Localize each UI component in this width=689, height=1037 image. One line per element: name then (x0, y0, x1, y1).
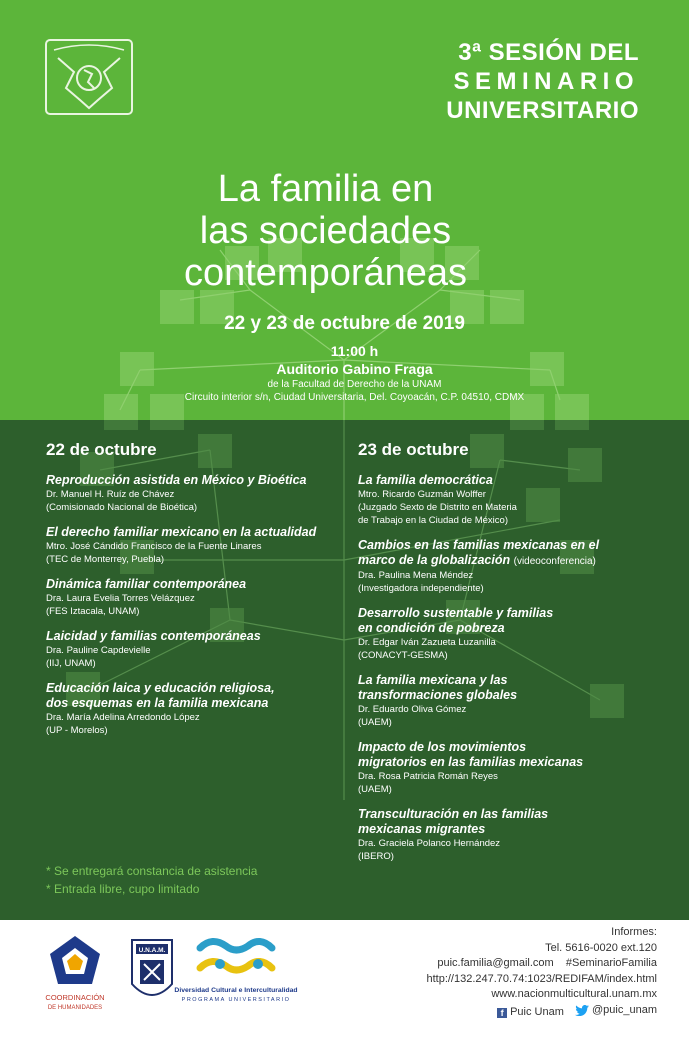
talk-speaker: Dra. Graciela Polanco Hernández (358, 838, 501, 849)
talk-title: La familia democrática (358, 473, 493, 487)
title-line-3: contemporáneas (183, 252, 468, 294)
talk-item (46, 525, 346, 566)
talk-item (46, 473, 346, 514)
info-email[interactable]: puic.familia@gmail.com (437, 957, 554, 969)
talk-item (46, 577, 346, 618)
talk-speaker: Dra. Laura Evelia Torres Velázquez (46, 593, 195, 604)
talk-speaker: Mtro. José Cándido Francisco de la Fuente Linares (46, 541, 262, 552)
venue-name: Auditorio Gabino Fraga (276, 361, 433, 377)
talk-item (46, 681, 346, 737)
talk-affiliation-line-2: de Trabajo en la Ciudad de México) (358, 515, 508, 526)
note-certificate: * Se entregará constancia de asistencia (46, 864, 258, 878)
talk-title-line-2: en condición de pobreza (358, 621, 505, 635)
talk-affiliation: (FES Iztacala, UNAM) (46, 606, 140, 617)
info-email-hashtag (426, 956, 657, 972)
title-line-2: las sociedades (199, 210, 452, 252)
info-hashtag: #SeminarioFamilia (565, 957, 657, 969)
day2-heading: 23 de octubre (358, 440, 469, 459)
info-heading: Informes: (611, 926, 657, 938)
talk-title-line-1: Transculturación en las familias (358, 807, 549, 821)
facebook-icon: f (497, 1008, 507, 1018)
talk-title-line-2: mexicanas migrantes (358, 822, 486, 836)
talk-affiliation: (Comisionado Nacional de Bioética) (46, 502, 198, 513)
talk-affiliation: (CONACYT-GESMA) (358, 650, 448, 661)
talk-affiliation: (Investigadora independiente) (358, 583, 484, 594)
talk-item (358, 807, 658, 863)
talk-affiliation: (UP - Morelos) (46, 725, 108, 736)
talk-title-line-2: transformaciones globales (358, 688, 518, 702)
talk-affiliation: (TEC de Monterrey, Puebla) (46, 554, 165, 565)
seminar-title (0, 168, 689, 294)
talk-affiliation: (UAEM) (358, 784, 392, 795)
coord-line-2: DE HUMANIDADES (47, 1005, 103, 1011)
coord-line-1: COORDINACIÓN (45, 993, 105, 1002)
talk-title-line-1: La familia mexicana y las (358, 673, 508, 687)
event-dates: 22 y 23 de octubre de 2019 (224, 313, 465, 334)
coordinacion-humanidades-logo (45, 936, 104, 1011)
session-line-3: UNIVERSITARIO (446, 97, 639, 124)
talk-affiliation: (IIJ, UNAM) (46, 658, 96, 669)
talk-speaker: Dra. Pauline Capdevielle (46, 645, 151, 656)
talk-title-line-1: Impacto de los movimientos (358, 740, 527, 754)
talk-title: Reproducción asistida en México y Bioética (46, 473, 307, 487)
talk-title: El derecho familiar mexicano en la actualidad (46, 525, 317, 539)
talk-item (46, 629, 346, 670)
twitter-icon (575, 1005, 589, 1016)
talk-speaker: Mtro. Ricardo Guzmán Wolffer (358, 489, 486, 500)
session-line-2: SEMINARIO (453, 68, 639, 95)
attendance-notes (46, 862, 257, 898)
day1-heading: 22 de octubre (46, 440, 157, 459)
talk-title-line-1: Desarrollo sustentable y familias (358, 606, 554, 620)
talk-speaker: Dra. Paulina Mena Méndez (358, 570, 474, 581)
diversity-line-2: PROGRAMA UNIVERSITARIO (181, 997, 291, 1003)
talk-speaker: Dra. María Adelina Arredondo López (46, 712, 200, 723)
talk-item (358, 538, 658, 595)
twitter-handle: @puic_unam (592, 1003, 657, 1016)
facebook-handle: Puic Unam (510, 1006, 564, 1018)
talk-title-line-2: migratorios en las familias mexicanas (358, 755, 584, 769)
venue-address: Circuito interior s/n, Ciudad Universitaria, Del. Coyoacán, C.P. 04510, CDMX (184, 392, 525, 403)
venue-block (0, 342, 689, 404)
venue-faculty: de la Facultad de Derecho de la UNAM (267, 379, 442, 390)
talk-item (358, 606, 658, 662)
talk-title-text: marco de la globalización (358, 553, 511, 567)
title-line-1: La familia en (217, 168, 434, 210)
day1-program (46, 440, 346, 748)
talk-affiliation-line-1: (Juzgado Sexto de Distrito en Materia (358, 502, 517, 513)
info-social (426, 1003, 657, 1022)
talk-title: Dinámica familiar contemporánea (46, 577, 247, 591)
twitter-link[interactable] (575, 1003, 657, 1019)
unam-law-faculty-logo (132, 940, 172, 995)
session-line-1: 3ª SESIÓN DEL (458, 39, 639, 66)
sponsor-logos (40, 934, 370, 1024)
diversidad-cultural-logo (174, 941, 297, 1003)
talk-item (358, 673, 658, 729)
unam-text: U.N.A.M. (138, 947, 166, 954)
info-url-2[interactable]: www.nacionmulticultural.unam.mx (491, 988, 657, 1000)
note-free-entry: * Entrada libre, cupo limitado (46, 882, 200, 896)
talk-speaker: Dr. Manuel H. Ruíz de Chávez (46, 489, 175, 500)
talk-format-note: (videoconferencia) (513, 556, 596, 567)
day2-program (358, 440, 658, 874)
talk-title-line-1: Cambios en las familias mexicanas en el (358, 538, 600, 552)
talk-title-line-2: dos esquemas en la familia mexicana (46, 696, 269, 710)
session-heading (446, 38, 639, 125)
talk-speaker: Dr. Eduardo Oliva Gómez (358, 704, 467, 715)
info-url-1[interactable]: http://132.247.70.74:1023/REDIFAM/index.html (426, 972, 657, 985)
talk-affiliation: (IBERO) (358, 851, 394, 862)
contact-info (426, 925, 657, 1021)
talk-item (358, 740, 658, 796)
talk-affiliation: (UAEM) (358, 717, 392, 728)
talk-speaker: Dra. Rosa Patricia Román Reyes (358, 771, 498, 782)
info-phone: Tel. 5616-0020 ext.120 (545, 941, 657, 954)
talk-title: Laicidad y familias contemporáneas (46, 629, 261, 643)
unam-crest-icon (44, 38, 134, 116)
talk-speaker: Dr. Edgar Iván Zazueta Luzanilla (358, 637, 496, 648)
facebook-link[interactable] (497, 1005, 564, 1021)
talk-item (358, 473, 658, 527)
talk-title-line-1: Educación laica y educación religiosa, (46, 681, 275, 695)
talk-title-line-2 (358, 553, 658, 569)
event-time: 11:00 h (330, 343, 379, 359)
diversity-line-1: Diversidad Cultural e Interculturalidad (174, 987, 298, 994)
